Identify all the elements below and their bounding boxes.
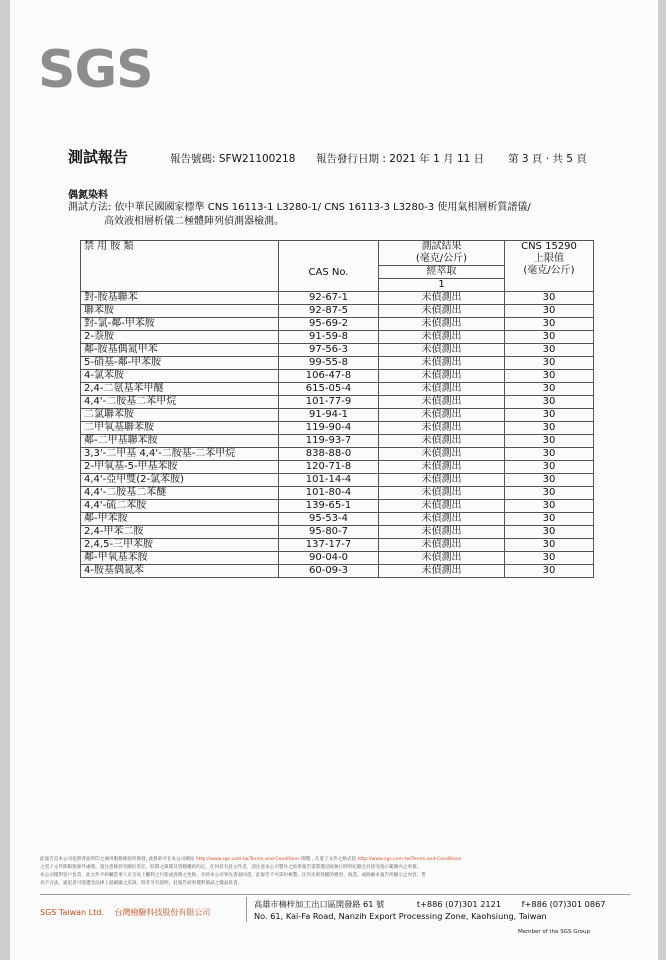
table-row bbox=[81, 292, 594, 305]
cas-cell: 101-14-4 bbox=[279, 474, 379, 487]
amine-name-cell: 聯苯胺 bbox=[81, 305, 279, 318]
cas-cell: 106-47-8 bbox=[279, 370, 379, 383]
cas-cell: 95-80-7 bbox=[279, 526, 379, 539]
report-page bbox=[10, 0, 658, 960]
amine-name-cell: 2,4-甲苯二胺 bbox=[81, 526, 279, 539]
limit-cell: 30 bbox=[505, 396, 594, 409]
disclaimer-line-1 bbox=[40, 856, 630, 864]
cas-cell: 95-69-2 bbox=[279, 318, 379, 331]
limit-cell: 30 bbox=[505, 461, 594, 474]
result-cell: 未偵測出 bbox=[379, 435, 505, 448]
table-row bbox=[81, 435, 594, 448]
company-name bbox=[40, 907, 210, 918]
header-amine-name: 禁 用 胺 類 bbox=[81, 241, 279, 292]
table-row bbox=[81, 318, 594, 331]
cas-cell: 97-56-3 bbox=[279, 344, 379, 357]
limit-cell: 30 bbox=[505, 552, 594, 565]
table-row bbox=[81, 396, 594, 409]
cas-cell: 137-17-7 bbox=[279, 539, 379, 552]
address-cn: 高雄市楠梓加工出口區開發路 61 號 bbox=[254, 899, 385, 909]
report-number: 報告號碼: SFW21100218 bbox=[170, 153, 296, 165]
result-cell: 未偵測出 bbox=[379, 461, 505, 474]
result-cell: 未偵測出 bbox=[379, 396, 505, 409]
amine-name-cell: 4,4'-硫二苯胺 bbox=[81, 500, 279, 513]
table-row bbox=[81, 448, 594, 461]
limit-cell: 30 bbox=[505, 422, 594, 435]
result-cell: 未偵測出 bbox=[379, 474, 505, 487]
company-name-cn: 台灣檢驗科技股份有限公司 bbox=[114, 908, 211, 917]
amine-name-cell: 2,4-二氨基苯甲醚 bbox=[81, 383, 279, 396]
limit-cell: 30 bbox=[505, 500, 594, 513]
cas-cell: 119-93-7 bbox=[279, 435, 379, 448]
table-row bbox=[81, 500, 594, 513]
result-cell: 未偵測出 bbox=[379, 513, 505, 526]
table-row bbox=[81, 461, 594, 474]
disclaimer-text-1a: 此報告是本公司依照背面所印之通用服務條款所簽發, 此條款可在本公司網站 bbox=[40, 857, 195, 862]
result-cell: 未偵測出 bbox=[379, 318, 505, 331]
header-result-line-2: (毫克/公斤) bbox=[415, 253, 468, 264]
limit-cell: 30 bbox=[505, 435, 594, 448]
header-limit-line-1: CNS 15290 bbox=[521, 241, 577, 252]
amine-name-cell: 鄰-甲苯胺 bbox=[81, 513, 279, 526]
member-note: Member of the SGS Group bbox=[518, 929, 590, 935]
table-row bbox=[81, 474, 594, 487]
amine-name-cell: 4-胺基偶氮苯 bbox=[81, 565, 279, 578]
header-cas: CAS No. bbox=[279, 241, 379, 279]
limit-cell: 30 bbox=[505, 565, 594, 578]
result-cell: 未偵測出 bbox=[379, 292, 505, 305]
table-row bbox=[81, 552, 594, 565]
result-cell: 未偵測出 bbox=[379, 552, 505, 565]
amine-name-cell: 4,4'-二胺基二苯甲烷 bbox=[81, 396, 279, 409]
limit-cell: 30 bbox=[505, 539, 594, 552]
cas-cell: 119-90-4 bbox=[279, 422, 379, 435]
cas-cell: 101-77-9 bbox=[279, 396, 379, 409]
method-line-2: 高效液相層析儀二極體陣列偵測器檢測。 bbox=[104, 216, 284, 227]
table-row bbox=[81, 565, 594, 578]
header-extracted: 經萃取 bbox=[379, 266, 505, 279]
amine-name-cell: 鄰-甲氧基苯胺 bbox=[81, 552, 279, 565]
result-cell: 未偵測出 bbox=[379, 331, 505, 344]
limit-cell: 30 bbox=[505, 370, 594, 383]
method-line-1: 測試方法: 依中華民國國家標準 CNS 16113-1 L3280-1/ CNS 16113-3 L3280-3 使用氣相層析質譜儀/ bbox=[68, 202, 531, 213]
table-row bbox=[81, 513, 594, 526]
limit-cell: 30 bbox=[505, 487, 594, 500]
test-method bbox=[68, 201, 608, 229]
limit-cell: 30 bbox=[505, 383, 594, 396]
cas-cell: 92-87-5 bbox=[279, 305, 379, 318]
limit-cell: 30 bbox=[505, 318, 594, 331]
address-en: No. 61, Kai-Fa Road, Nanzih Export Processing Zone, Kaohsiung, Taiwan bbox=[254, 911, 547, 921]
limit-cell: 30 bbox=[505, 474, 594, 487]
terms-link-1[interactable]: http://www.sgs.com.tw/Terms-and-Conditions bbox=[196, 857, 300, 862]
result-cell: 未偵測出 bbox=[379, 422, 505, 435]
table-row bbox=[81, 526, 594, 539]
disclaimer-line-2: 之電子文件期限與條件處理。請注意條款有關於責任、賠償之限制及管轄權的約定。任何持有此文件者，請注意本公司製作之結果報告書將僅反映執行時所紀錄且於接受指示範圍內之事實。 bbox=[40, 865, 422, 870]
amine-name-cell: 對-氯-鄰-甲苯胺 bbox=[81, 318, 279, 331]
company-address bbox=[254, 898, 606, 922]
header-sample-no: 1 bbox=[379, 279, 505, 292]
amine-name-cell: 2-萘胺 bbox=[81, 331, 279, 344]
amine-name-cell: 二氯聯苯胺 bbox=[81, 409, 279, 422]
amine-name-cell: 3,3'-二甲基 4,4'-二胺基-二苯甲烷 bbox=[81, 448, 279, 461]
limit-cell: 30 bbox=[505, 305, 594, 318]
header-limit bbox=[505, 241, 594, 292]
limit-cell: 30 bbox=[505, 526, 594, 539]
amine-name-cell: 對-胺基聯苯 bbox=[81, 292, 279, 305]
table-row bbox=[81, 305, 594, 318]
limit-cell: 30 bbox=[505, 448, 594, 461]
table-row bbox=[81, 539, 594, 552]
company-name-en: SGS Taiwan Ltd. bbox=[40, 908, 104, 917]
cas-cell: 91-94-1 bbox=[279, 409, 379, 422]
results-table bbox=[80, 240, 594, 578]
amine-name-cell: 鄰-二甲基聯苯胺 bbox=[81, 435, 279, 448]
cas-cell: 101-80-4 bbox=[279, 487, 379, 500]
limit-cell: 30 bbox=[505, 344, 594, 357]
cas-cell: 99-55-8 bbox=[279, 357, 379, 370]
table-row bbox=[81, 344, 594, 357]
table-row bbox=[81, 331, 594, 344]
result-cell: 未偵測出 bbox=[379, 565, 505, 578]
header-result-line-1: 測試結果 bbox=[421, 241, 462, 252]
limit-cell: 30 bbox=[505, 331, 594, 344]
terms-link-2[interactable]: http://www.sgs.com.tw/Terms-and-Conditions bbox=[357, 857, 462, 862]
issue-date: 報告發行日期 : 2021 年 1 月 11 日 bbox=[316, 153, 485, 165]
result-cell: 未偵測出 bbox=[379, 500, 505, 513]
result-cell: 未偵測出 bbox=[379, 357, 505, 370]
table-row bbox=[81, 357, 594, 370]
result-cell: 未偵測出 bbox=[379, 370, 505, 383]
table-row bbox=[81, 370, 594, 383]
table-row bbox=[81, 422, 594, 435]
limit-cell: 30 bbox=[505, 513, 594, 526]
results-body bbox=[81, 292, 594, 578]
result-cell: 未偵測出 bbox=[379, 305, 505, 318]
cas-cell: 615-05-4 bbox=[279, 383, 379, 396]
result-cell: 未偵測出 bbox=[379, 344, 505, 357]
disclaimer-line-3: 本公司僅對客戶負責，此文件不妨礙當事人在交易上權利之行使或義務之免除。未經本公司事先書面同意，此報告不可部份複製。任何未經授權的變更、偽造、或曲解本報告所顯示之內容，皆 bbox=[40, 873, 426, 878]
section-title: 偶氮染料 bbox=[68, 190, 108, 201]
amine-name-cell: 鄰-胺基偶氮甲苯 bbox=[81, 344, 279, 357]
footer-disclaimer bbox=[40, 856, 630, 888]
header-limit-line-3: (毫克/公斤) bbox=[523, 265, 575, 276]
result-cell: 未偵測出 bbox=[379, 487, 505, 500]
amine-name-cell: 4-氯苯胺 bbox=[81, 370, 279, 383]
cas-cell: 95-53-4 bbox=[279, 513, 379, 526]
table-row bbox=[81, 409, 594, 422]
cas-cell: 90-04-0 bbox=[279, 552, 379, 565]
table-row bbox=[81, 383, 594, 396]
header-cas-blank bbox=[279, 279, 379, 292]
result-cell: 未偵測出 bbox=[379, 409, 505, 422]
limit-cell: 30 bbox=[505, 409, 594, 422]
report-title: 測試報告 bbox=[68, 148, 129, 166]
cas-cell: 120-71-8 bbox=[279, 461, 379, 474]
phone-number: t+886 (07)301 2121 bbox=[416, 899, 502, 909]
amine-name-cell: 5-硝基-鄰-甲苯胺 bbox=[81, 357, 279, 370]
fax-number: f+886 (07)301 0867 bbox=[521, 899, 606, 909]
amine-name-cell: 4,4'-亞甲雙(2-氯苯胺) bbox=[81, 474, 279, 487]
cas-cell: 838-88-0 bbox=[279, 448, 379, 461]
table-row bbox=[81, 487, 594, 500]
result-cell: 未偵測出 bbox=[379, 539, 505, 552]
disclaimer-line-4: 為不合法，違犯者可能遭受法律上最嚴厲之追訴。除非另有說明，此報告結果僅對測試之樣品負責。 bbox=[40, 881, 243, 886]
header-limit-line-2: 上限值 bbox=[534, 253, 564, 264]
disclaimer-text-1b: 閱覽 , 凡電子文件之格式依 bbox=[301, 857, 357, 862]
sgs-logo: SGS bbox=[38, 40, 153, 100]
cas-cell: 91-59-8 bbox=[279, 331, 379, 344]
page-indicator: 第 3 頁 · 共 5 頁 bbox=[508, 153, 587, 165]
header-result bbox=[379, 241, 505, 266]
result-cell: 未偵測出 bbox=[379, 383, 505, 396]
cas-cell: 139-65-1 bbox=[279, 500, 379, 513]
cas-cell: 60-09-3 bbox=[279, 565, 379, 578]
limit-cell: 30 bbox=[505, 357, 594, 370]
result-cell: 未偵測出 bbox=[379, 526, 505, 539]
amine-name-cell: 二甲氧基聯苯胺 bbox=[81, 422, 279, 435]
result-cell: 未偵測出 bbox=[379, 448, 505, 461]
amine-name-cell: 2-甲氧基-5-甲基苯胺 bbox=[81, 461, 279, 474]
cas-cell: 92-67-1 bbox=[279, 292, 379, 305]
amine-name-cell: 2,4,5-三甲苯胺 bbox=[81, 539, 279, 552]
footer-divider bbox=[40, 894, 630, 895]
footer-separator bbox=[246, 897, 247, 922]
amine-name-cell: 4,4'-二胺基二苯醚 bbox=[81, 487, 279, 500]
limit-cell: 30 bbox=[505, 292, 594, 305]
